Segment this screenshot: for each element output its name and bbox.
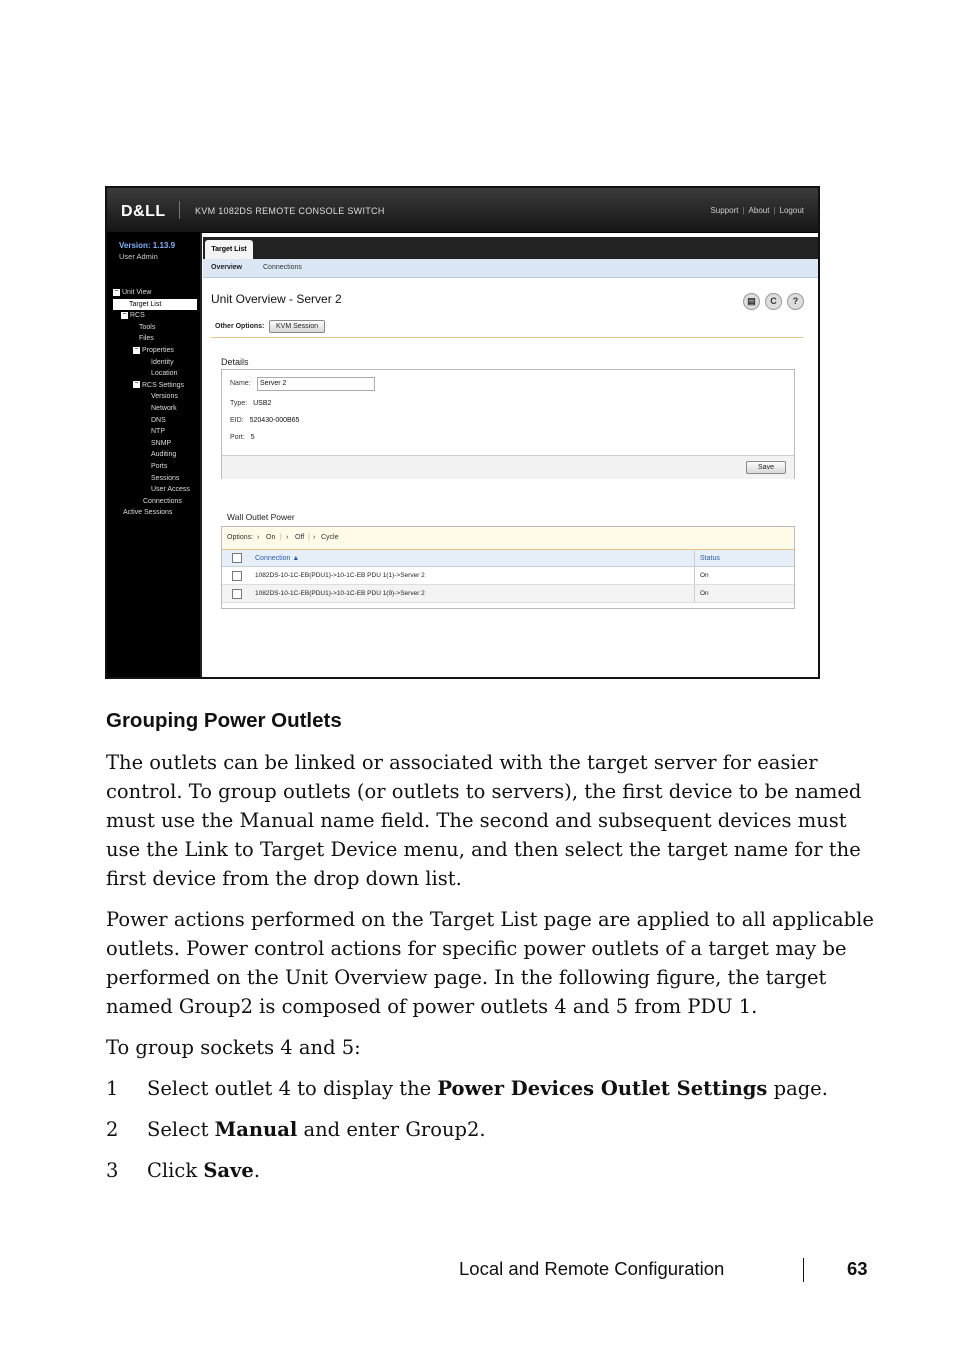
save-bar (222, 455, 794, 479)
tree-item-rcs-settings[interactable]: − RCS Settings (134, 380, 185, 389)
header-links: Support | About | Logout (710, 206, 804, 215)
tree-item-ntp[interactable]: NTP (151, 428, 165, 436)
collapse-icon[interactable]: − (114, 287, 119, 295)
table-row[interactable] (222, 567, 794, 585)
divider: | (280, 534, 282, 541)
ui-screenshot (105, 186, 820, 679)
wall-outlet-panel (221, 526, 795, 609)
tab-target-list[interactable]: Target List (205, 240, 253, 259)
table-row[interactable] (222, 585, 794, 603)
status-cell: On (700, 590, 709, 597)
main-panel (203, 233, 818, 677)
support-link[interactable]: Support (710, 206, 739, 215)
logout-link[interactable]: Logout (779, 206, 804, 215)
tree-item-connections[interactable]: Connections (143, 497, 182, 505)
column-divider (694, 567, 695, 584)
tab-strip (203, 237, 818, 259)
power-off-option[interactable]: Off (295, 534, 305, 541)
connection-cell: 1082DS-10-1C-EB(PDU1)->10-1C-EB PDU 1(9)->Server 2 (255, 590, 425, 597)
name-field[interactable]: Server 2 (257, 377, 375, 391)
tree-item-snmp[interactable]: SNMP (151, 439, 172, 447)
tree-item-sessions[interactable]: Sessions (151, 474, 180, 482)
tree-item-identity[interactable]: Identity (151, 358, 174, 366)
step-number: 1 (106, 1077, 119, 1100)
column-divider (694, 585, 695, 602)
status-cell: On (700, 572, 709, 579)
tree-item-active-sessions[interactable]: Active Sessions (123, 509, 173, 517)
type-row: Type: USB2 (230, 400, 272, 407)
options-label: Options: (227, 534, 254, 541)
collapse-icon[interactable]: − (122, 310, 127, 318)
other-options-bar (211, 317, 803, 338)
tree-item-dns[interactable]: DNS (151, 416, 166, 424)
tree-item-user-access[interactable]: User Access (151, 486, 190, 494)
tree-item-location[interactable]: Location (151, 370, 178, 378)
nav-tree (113, 287, 197, 519)
details-title: Details (221, 357, 249, 367)
step-number: 3 (106, 1159, 119, 1182)
collapse-icon[interactable]: − (134, 345, 139, 353)
arrow-icon: › (286, 534, 289, 541)
details-panel (221, 369, 795, 479)
collapse-icon[interactable]: − (134, 380, 139, 388)
arrow-icon: › (257, 534, 260, 541)
footer-chapter-title: Local and Remote Configuration (459, 1258, 725, 1279)
paragraph-power-actions: Power actions performed on the Target List page are applied to all applicable outlets. Power control actions for specific power outlets of a target may be performed on the Unit Overview page. In the following figure, the target named Group2 is composed of power outlets 4 and 5 from PDU 1. (106, 908, 874, 1018)
step-text: Select outlet 4 to display the Power Devices Outlet Settings page. (147, 1077, 828, 1100)
sort-asc-icon: ▲ (292, 555, 300, 562)
page-number: 63 (847, 1258, 868, 1279)
sidebar (107, 233, 202, 677)
step-text: Click Save. (147, 1159, 261, 1182)
connection-column-header[interactable]: Connection ▲ (255, 555, 300, 562)
tree-item-properties[interactable]: − Properties (134, 345, 174, 354)
tree-item-ports[interactable]: Ports (151, 462, 168, 470)
status-column-header[interactable]: Status (700, 555, 720, 562)
power-options-bar (222, 527, 794, 550)
name-label: Name: (230, 380, 251, 387)
refresh-icon[interactable]: C (765, 293, 782, 310)
divider: | (308, 534, 310, 541)
dell-logo: D&LL (121, 203, 166, 220)
tree-item-target-list[interactable]: Target List (113, 299, 197, 311)
sub-tabs (203, 259, 818, 278)
footer-divider (803, 1258, 804, 1282)
other-options-label: Other Options: (215, 323, 265, 330)
help-icon[interactable]: ? (787, 293, 804, 310)
save-button[interactable]: Save (746, 461, 786, 474)
column-divider (694, 550, 695, 566)
step-number: 2 (106, 1118, 119, 1141)
connection-cell: 1082DS-10-1C-EB(PDU1)->10-1C-EB PDU 1(1)->Server 2 (255, 572, 425, 579)
subtab-overview[interactable]: Overview (211, 264, 243, 271)
product-name: KVM 1082DS REMOTE CONSOLE SWITCH (195, 206, 385, 216)
tree-item-files[interactable]: Files (139, 335, 154, 343)
paragraph-grouping-intro: The outlets can be linked or associated with the target server for easier control. To group outlets (or outlets to servers), the first device to be named must use the Manual name field. The second and subsequent devices must use the Link to Target Device menu, and then select the target name for the first device from the drop down list. (106, 751, 862, 890)
paragraph-procedure-intro: To group sockets 4 and 5: (106, 1036, 361, 1059)
tree-item-network[interactable]: Network (151, 404, 177, 412)
eid-row: EID: 520430-000B65 (230, 417, 300, 424)
kvm-session-button[interactable]: KVM Session (269, 320, 325, 333)
row-checkbox[interactable] (232, 571, 242, 581)
version-label: Version: 1.13.9 (119, 241, 176, 250)
table-header (222, 550, 794, 567)
about-link[interactable]: About (748, 206, 770, 215)
header-divider (179, 201, 180, 219)
tree-item-rcs[interactable]: − RCS (122, 310, 145, 320)
row-checkbox[interactable] (232, 589, 242, 599)
power-cycle-option[interactable]: Cycle (321, 534, 339, 541)
page-actions (738, 291, 804, 310)
subtab-connections[interactable]: Connections (263, 264, 302, 271)
tree-item-unit-view[interactable]: − Unit View (114, 287, 152, 296)
port-row: Port: 5 (230, 434, 255, 441)
user-label: User Admin (119, 252, 158, 261)
tree-item-tools[interactable]: Tools (139, 323, 156, 331)
select-all-checkbox[interactable] (232, 553, 242, 563)
app-header (107, 188, 818, 233)
tree-item-versions[interactable]: Versions (151, 393, 178, 401)
section-heading: Grouping Power Outlets (106, 709, 342, 732)
arrow-icon: › (313, 534, 316, 541)
step-text: Select Manual and enter Group2. (147, 1118, 486, 1141)
page-title: Unit Overview - Server 2 (211, 292, 342, 306)
power-on-option[interactable]: On (266, 534, 276, 541)
print-icon[interactable]: ▤ (743, 293, 760, 310)
wall-outlet-title: Wall Outlet Power (227, 512, 295, 522)
tree-item-auditing[interactable]: Auditing (151, 451, 177, 459)
